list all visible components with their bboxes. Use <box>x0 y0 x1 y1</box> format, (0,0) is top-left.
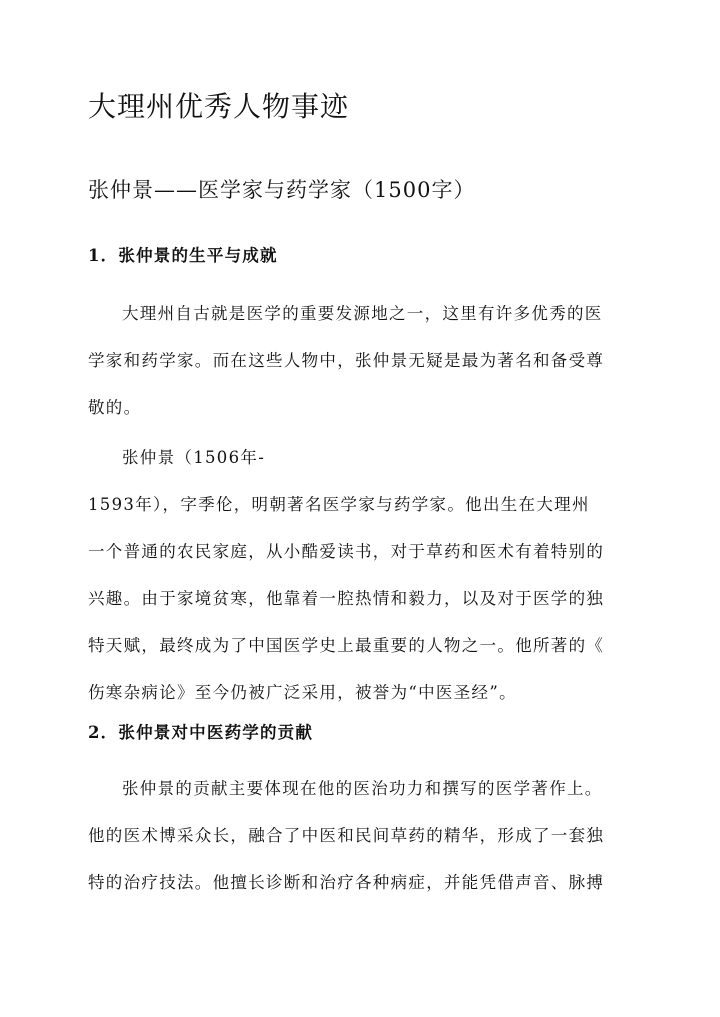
paragraph-line: 伤寒杂病论》至今仍被广泛采用，被誉为“中医圣经”。 <box>88 683 517 702</box>
paragraph-line: 学家和药学家。而在这些人物中，张仲景无疑是最为著名和备受尊 <box>88 351 605 370</box>
paragraph-1 <box>88 290 648 431</box>
paragraph-line: 他的医术博采众长，融合了中医和民间草药的精华，形成了一套独 <box>88 826 605 845</box>
paragraph-line: 张仲景（1506年- <box>122 448 266 467</box>
paragraph-line: 敬的。 <box>88 398 142 417</box>
paragraph-2 <box>88 434 648 716</box>
paragraph-line: 张仲景的贡献主要体现在他的医治功力和撰写的医学著作上。 <box>122 779 603 798</box>
document-title: 大理州优秀人物事迹 <box>88 90 350 123</box>
section-heading-2: 2．张仲景对中医药学的贡献 <box>88 723 314 742</box>
paragraph-line: 大理州自古就是医学的重要发源地之一，这里有许多优秀的医 <box>122 304 603 323</box>
paragraph-3 <box>88 765 648 906</box>
paragraph-line: 1593年），字季伦，明朝著名医学家与药学家。他出生在大理州 <box>88 495 590 514</box>
paragraph-line: 特的治疗技法。他擅长诊断和治疗各种病症，并能凭借声音、脉搏 <box>88 873 605 892</box>
paragraph-line: 一个普通的农民家庭，从小酷爱读书，对于草药和医术有着特别的 <box>88 542 605 561</box>
paragraph-line: 兴趣。由于家境贫寒，他靠着一腔热情和毅力，以及对于医学的独 <box>88 589 605 608</box>
section-heading-1: 1．张仲景的生平与成就 <box>88 246 278 265</box>
paragraph-line: 特天赋，最终成为了中国医学史上最重要的人物之一。他所著的《 <box>88 636 605 655</box>
document-subtitle: 张仲景——医学家与药学家（1500字） <box>88 178 476 202</box>
